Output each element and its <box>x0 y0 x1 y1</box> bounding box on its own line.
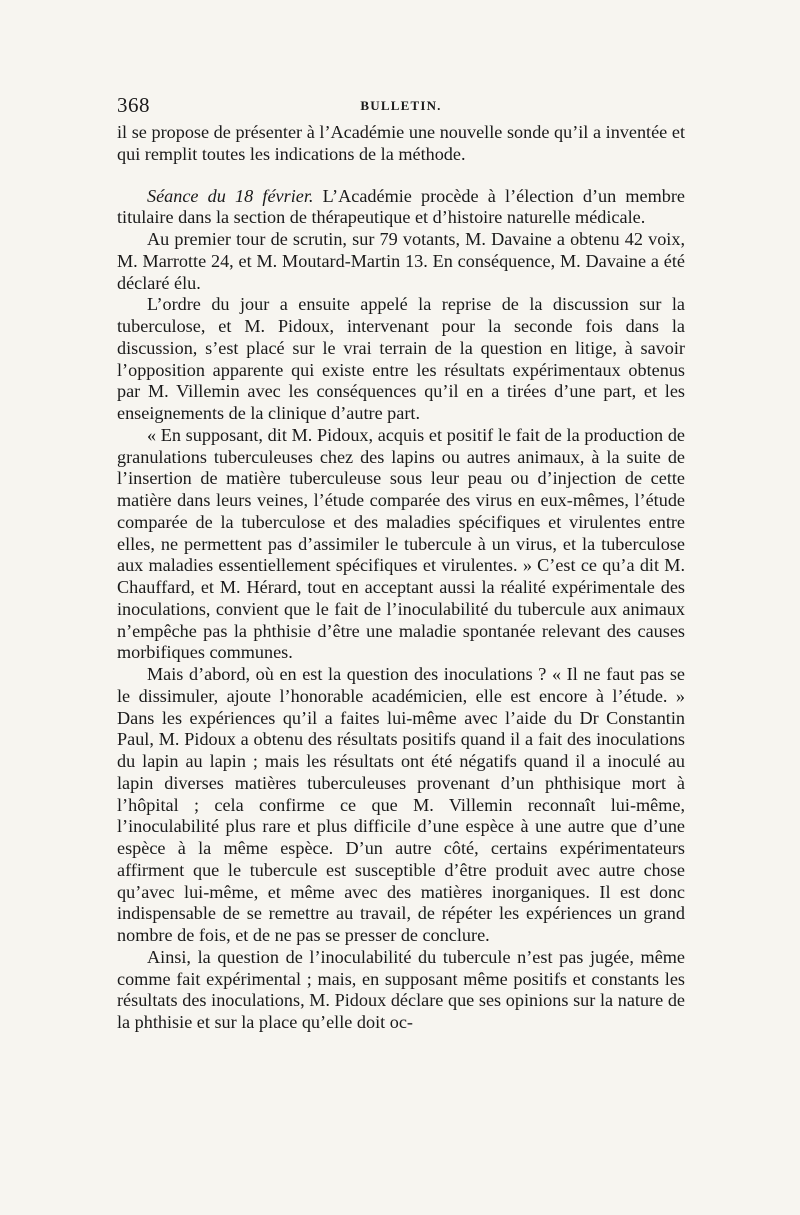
paragraph: « En supposant, dit M. Pidoux, acquis et positif le fait de la production de granulations tuberculeuses chez des lapins ou autres animaux, à la suite de l’insertion de matière tuberculeuse sous leur peau ou d’injection de cette matière dans leurs veines, l’étude comparée des virus en eux-mêmes, l’étude comparée de la tuberculose et des maladies spécifiques et virulentes entre elles, ne permettent pas d’assimiler le tubercule à un virus, et la tuberculose aux maladies essentiellement spécifiques et virulentes. » C’est ce qu’a dit M. Chauffard, et M. Hérard, tout en acceptant aussi la réalité expérimentale des inoculations, convient que le fait de l’inoculabilité du tubercule aux animaux n’empêche pas la phthisie d’être une maladie spontanée relevant des causes morbifiques communes. <box>117 424 685 663</box>
page <box>117 92 685 1034</box>
body-text <box>117 122 685 1034</box>
paragraph: Au premier tour de scrutin, sur 79 votants, M. Davaine a obtenu 42 voix, M. Marrotte 24, et M. Moutard-Martin 13. En conséquence, M. Davaine a été déclaré élu. <box>117 229 685 293</box>
session-label: Séance du 18 février. <box>147 185 314 206</box>
page-number: 368 <box>117 93 150 117</box>
paragraph: Ainsi, la question de l’inoculabilité du tubercule n’est pas jugée, même comme fait expérimental ; mais, en supposant même positifs et constants les résultats des inoculations, M. Pidoux déclare que ses opinions sur la nature de la phthisie et sur la place qu’elle doit oc- <box>117 946 685 1032</box>
page-header <box>117 92 685 118</box>
paragraph-session <box>117 186 685 230</box>
running-title: BULLETIN. <box>360 98 442 113</box>
section-gap <box>117 166 685 186</box>
paragraph-session-text: L’Académie procède à l’élection d’un membre titulaire dans la section de thérapeutique et d’histoire naturelle médicale. <box>117 185 685 228</box>
paragraph: Mais d’abord, où en est la question des inoculations ? « Il ne faut pas se le dissimuler, ajoute l’honorable académicien, elle est encore à l’étude. » Dans les expériences qu’il a faites lui-même avec l’aide du Dr Constantin Paul, M. Pidoux a obtenu des résultats positifs quand il a fait des inoculations du lapin au lapin ; mais les résultats ont été négatifs quand il a inoculé au lapin diverses matières tuberculeuses provenant d’un phthisique mort à l’hôpital ; cela confirme ce que M. Villemin reconnaît lui-même, l’inoculabilité plus rare et plus difficile d’une espèce à une autre que d’une espèce à la même espèce. D’un autre côté, certains expérimentateurs affirment que le tubercule est susceptible d’être produit avec autre chose qu’avec lui-même, et même avec des matières inorganiques. Il est donc indispensable de se remettre au travail, de répéter les expériences un grand nombre de fois, et de ne pas se presser de conclure. <box>117 664 685 945</box>
paragraph: L’ordre du jour a ensuite appelé la reprise de la discussion sur la tuberculose, et M. Pidoux, intervenant pour la seconde fois dans la discussion, s’est placé sur le vrai terrain de la question en litige, à savoir l’opposition apparente qui existe entre les résultats expérimentaux obtenus par M. Villemin avec les conséquences qu’il en a tirées d’une part, et les enseignements de la clinique d’autre part. <box>117 294 685 423</box>
paragraph: il se propose de présenter à l’Académie une nouvelle sonde qu’il a inventée et qui remplit toutes les indications de la méthode. <box>117 122 685 164</box>
